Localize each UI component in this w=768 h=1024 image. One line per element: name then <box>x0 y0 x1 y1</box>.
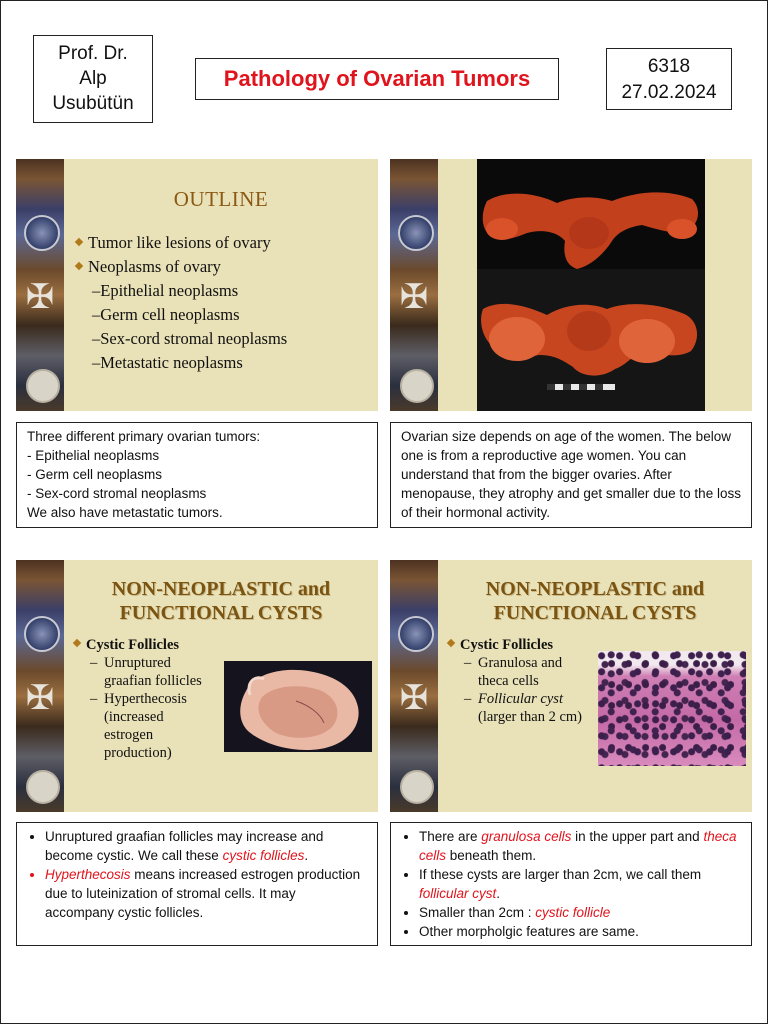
list-item <box>76 255 287 279</box>
diamond-bullet-icon <box>75 262 83 270</box>
note-text: There are <box>419 829 482 844</box>
note-bullet <box>45 865 367 922</box>
slide-title <box>438 577 752 625</box>
slide-uterus-photos <box>390 159 752 411</box>
note-box-outline <box>16 422 378 528</box>
cross-medal-icon: ✠ <box>25 278 55 316</box>
outline-list <box>76 231 287 375</box>
note-line: - Sex-cord stromal neoplasms <box>27 486 207 501</box>
sub-list-item-text <box>464 690 582 726</box>
sub-list-item: – Follicular cyst (larger than 2 cm) <box>464 691 583 725</box>
lecture-date: 27.02.2024 <box>621 82 717 103</box>
note-text: . <box>304 848 309 863</box>
decorative-strip <box>16 159 64 411</box>
note-line: Three different primary ovarian tumors: <box>27 429 261 444</box>
sub-list-item: –Germ cell neoplasms <box>92 305 240 324</box>
uterus-specimen-image <box>477 159 705 411</box>
note-text: Other morpholgic features are same. <box>419 924 639 939</box>
highlighted-term: theca cells <box>419 829 737 863</box>
sub-list-item-text: Unruptured graafian follicles <box>104 655 202 689</box>
sub-list-item-text: Sex-cord stromal neoplasms <box>100 329 288 348</box>
list-item-text: Cystic Follicles <box>460 637 554 653</box>
list-item-text: Neoplasms of ovary <box>88 257 221 276</box>
compass-icon <box>400 770 434 804</box>
sub-list-item-rest: (larger than 2 cm) <box>478 709 583 725</box>
italic-term: Follicular cyst <box>478 691 563 707</box>
sub-list-item-text: Epithelial neoplasms <box>100 281 239 300</box>
author-line-1: Prof. Dr. <box>58 43 128 64</box>
note-bullet-list <box>401 827 741 941</box>
author-box <box>33 35 153 123</box>
medal-icon <box>398 215 434 251</box>
note-text: Unruptured graafian follicles may increase and become cystic. We call these <box>45 829 324 863</box>
decorative-strip <box>390 159 438 411</box>
slide-bullets <box>74 636 208 762</box>
note-text: Smaller than 2cm : <box>419 905 536 920</box>
sub-list-item: –Sex-cord stromal neoplasms <box>92 329 288 348</box>
sub-list-item: –Metastatic neoplasms <box>92 353 243 372</box>
author-line-2: Alp <box>79 68 107 89</box>
note-bullet <box>419 865 741 903</box>
sub-list-item: – Granulosa and theca cells <box>448 654 582 690</box>
note-line: We also have metastatic tumors. <box>27 505 223 520</box>
slide-cystic-follicles-1 <box>16 560 378 812</box>
slide-cystic-follicles-2 <box>390 560 752 812</box>
medal-icon <box>398 616 434 652</box>
slide-outline <box>16 159 378 411</box>
list-item-text: Cystic Follicles <box>86 637 180 653</box>
note-text: in the upper part and <box>571 829 704 844</box>
compass-icon <box>26 770 60 804</box>
sub-list-item: – Unruptured graafian follicles <box>74 654 208 690</box>
note-bullet <box>419 827 741 865</box>
note-bullet <box>45 827 367 865</box>
lecture-code: 6318 <box>647 56 691 77</box>
decorative-strip <box>16 560 64 812</box>
note-bullet <box>419 903 741 922</box>
compass-icon <box>26 369 60 403</box>
note-bullet <box>419 922 741 941</box>
note-box-cystic-follicles <box>16 822 378 946</box>
cross-medal-icon: ✠ <box>25 679 55 717</box>
cystic-follicle-photo <box>224 661 372 752</box>
sub-list-item-text: Germ cell neoplasms <box>100 305 240 324</box>
slide-title <box>64 577 378 625</box>
diamond-bullet-icon <box>75 238 83 246</box>
cross-medal-icon: ✠ <box>399 278 429 316</box>
note-box-granulosa-theca <box>390 822 752 946</box>
list-item-text: Tumor like lesions of ovary <box>88 233 271 252</box>
decorative-strip <box>390 560 438 812</box>
sub-list-item: – Hyperthecosis (increased estrogen production) <box>74 690 208 762</box>
highlighted-term: Hyperthecosis <box>45 867 131 882</box>
note-box-ovarian-size <box>390 422 752 528</box>
sub-list-item-text: Metastatic neoplasms <box>100 353 243 372</box>
note-text: If these cysts are larger than 2cm, we call them <box>419 867 702 882</box>
note-bullet-list <box>27 827 367 922</box>
list-item <box>448 636 582 654</box>
slide-title-line: FUNCTIONAL CYSTS <box>119 602 323 624</box>
compass-icon <box>400 369 434 403</box>
sub-list-item-text: Granulosa and theca cells <box>478 655 563 689</box>
code-date-box <box>606 48 732 110</box>
highlighted-term: follicular cyst <box>419 886 497 901</box>
highlighted-term: cystic follicles <box>222 848 305 863</box>
author-line-3: Usubütün <box>52 93 134 114</box>
note-paragraph: Ovarian size depends on age of the women. The below one is from a reproductive age women. You can understand that from the bigger ovaries. After menopause, they atrophy and get smaller due to the loss of their hormonal activity. <box>401 429 741 520</box>
diamond-bullet-icon <box>73 639 81 647</box>
list-item <box>76 231 287 255</box>
diamond-bullet-icon <box>447 639 455 647</box>
highlighted-term: cystic follicle <box>535 905 611 920</box>
slide-title-line: NON-NEOPLASTIC and <box>111 578 331 600</box>
histology-photo <box>598 651 746 766</box>
sub-list-item: –Epithelial neoplasms <box>92 281 239 300</box>
document-title: Pathology of Ovarian Tumors <box>195 58 559 100</box>
note-text: means increased estrogen production due to luteinization of stromal cells. It may accompany cystic follicles. <box>45 867 361 920</box>
note-text: . <box>496 886 501 901</box>
slide-title: OUTLINE <box>173 187 269 211</box>
medal-icon <box>24 215 60 251</box>
note-text: beneath them. <box>446 848 537 863</box>
slide-title-line: NON-NEOPLASTIC and <box>485 578 705 600</box>
highlighted-term: granulosa cells <box>481 829 572 844</box>
cross-medal-icon: ✠ <box>399 679 429 717</box>
list-item <box>74 636 208 654</box>
gross-specimen-photo <box>477 159 705 411</box>
medal-icon <box>24 616 60 652</box>
slide-title-line: FUNCTIONAL CYSTS <box>493 602 697 624</box>
note-line: - Germ cell neoplasms <box>27 467 163 482</box>
slide-bullets <box>448 636 582 726</box>
note-line: - Epithelial neoplasms <box>27 448 160 463</box>
sub-list-item-text: Hyperthecosis (increased estrogen production) <box>104 691 187 761</box>
cyst-specimen-image <box>224 661 372 752</box>
